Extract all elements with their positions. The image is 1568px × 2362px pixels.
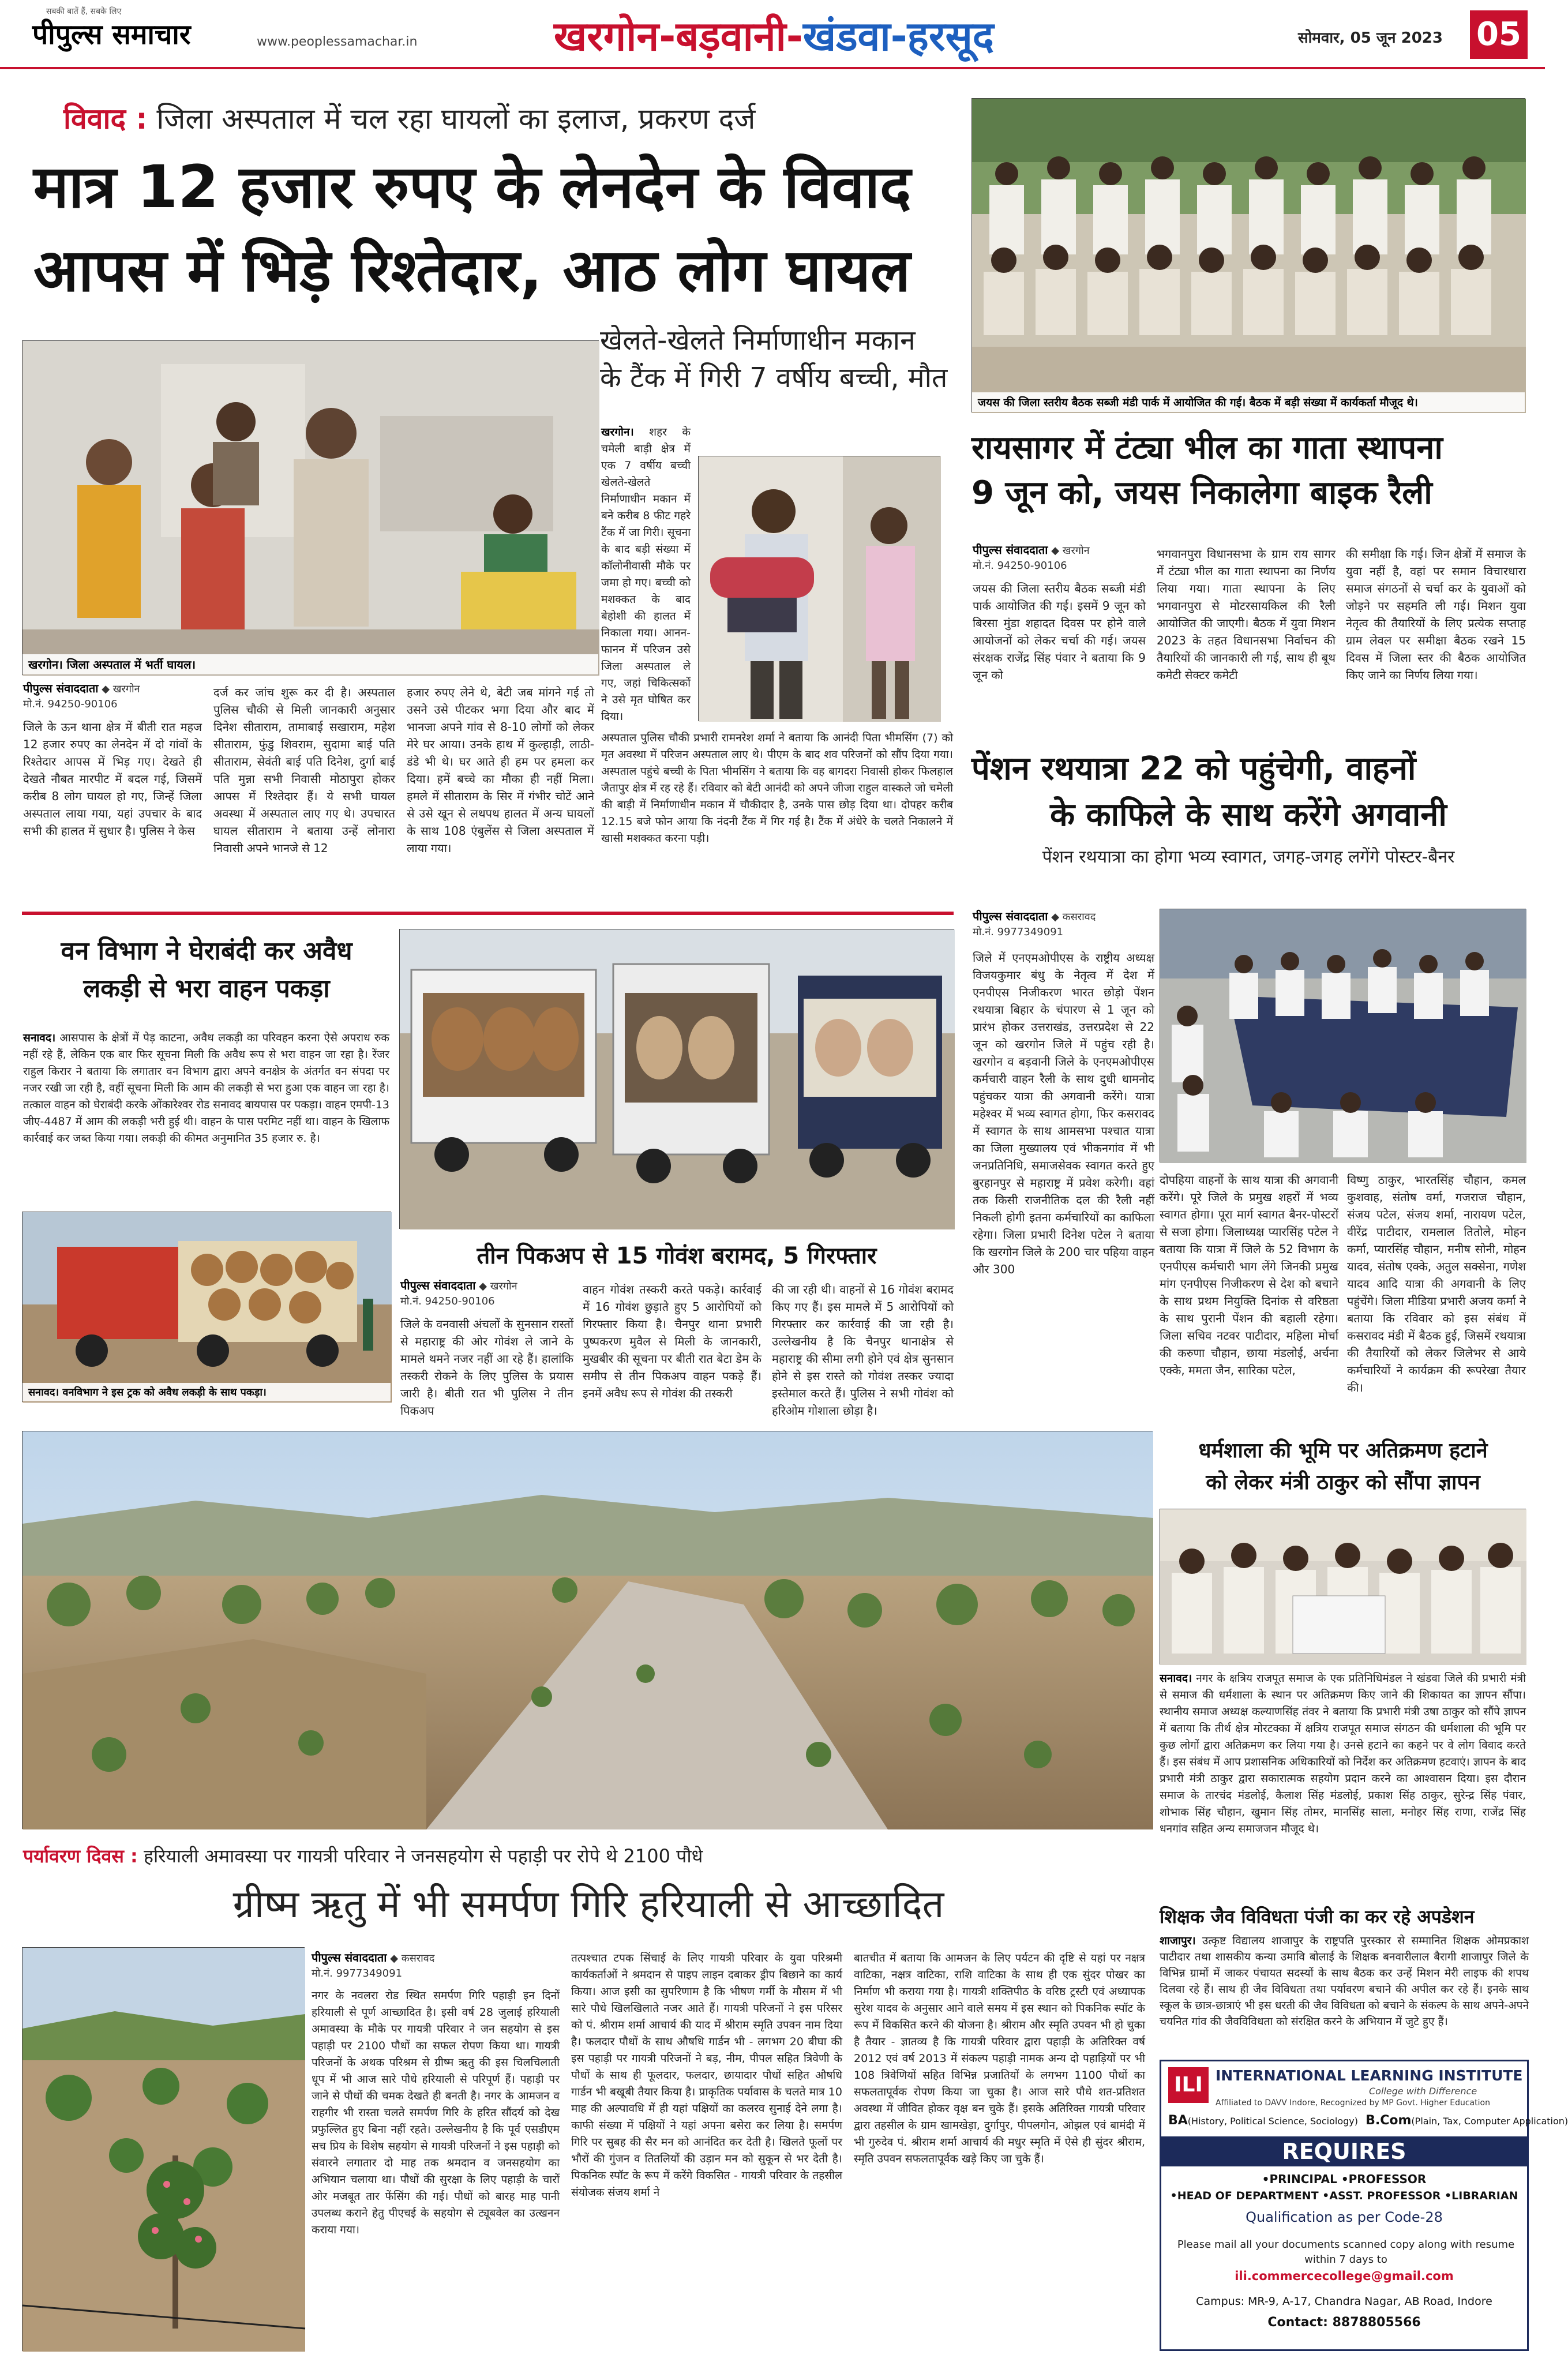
section-title-b: खंडवा-हरसूद xyxy=(802,13,994,60)
story5-lead-text: आसपास के क्षेत्रों में पेड़ काटना, अवैध लकड़ी का परिवहन करना ऐसे अपराध रुक नहीं रहे हैं, लेकिन एक बार फिर सूचना मिली कि अवैध रूप से भरा वाहन जा रहा है। रेंजर राहुल किरार ने बताया कि लगातार वन विभाग द्वारा अपने वनक्षेत्र के अंतर्गत वन संपदा पर नजर रखी जा रही है, वहीं सूचना मिली कि आम की लकड़ी से भरा हुआ एक वाहन जा रहा है। तत्काल वाहन को घेराबंदी करके ओंकारेश्वर रोड सनावद बायपास पर पकड़ा। वाहन एमपी-13 जीए-4487 में आम की लकड़ी भरी हुई थी। वाहन के पास परमिट नहीं था। वाहन के खिलाफ कार्रवाई कर जब्त किया गया। लकड़ी की कीमत अनुमानित 35 हजार रु. है। xyxy=(23,1032,389,1145)
ili-affiliation: Affiliated to DAVV Indore, Recognized by MP Govt. Higher Education xyxy=(1216,2098,1490,2108)
story3-byline-place: खरगोन xyxy=(1062,545,1090,557)
story2-photo-illustration xyxy=(699,456,941,722)
story8-byline-phone: मो.नं. 9977349091 xyxy=(312,1967,403,1979)
story1-headline-2: आपस में भिड़े रिश्तेदार, आठ लोग घायल xyxy=(33,237,911,305)
story9-lead-text: उत्कृष्ट विद्यालय शाजापुर के राष्ट्रपति पुरस्कार से सम्मानित शिक्षक ओमप्रकाश पाटीदार तथा शासकीय कन्या उमावि बोलाई के शिक्षक बनवारीलाल बैरागी शाजापुर जिले के विभिन्न ग्रामों में जाकर पंचायत सदस्यों के साथ बैठक कर उन्हें मिशन मेरी लाइफ की शपथ दिलवा रहे हैं। साथ ही जैव विविधता तथा पर्यावरण बचाने की अपील कर रहे हैं। इनके साथ स्कूल के छात्र-छात्राएं भी इस धरती की जैव विविधता को बचाने के संकल्प के साथ अपने-अपने चयनित गांव की जैवविविधता को संरक्षित करने के अभियान में जुटे हुए हैं। xyxy=(1160,1934,1529,2028)
story8-byline-name: पीपुल्स संवाददाता xyxy=(312,1951,387,1964)
story3-photo-illustration xyxy=(972,99,1526,413)
page-number: 05 xyxy=(1470,10,1528,59)
story2-lead-place: खरगोन। xyxy=(601,426,634,438)
story1-col2: दर्ज कर जांच शुरू कर दी है। अस्पताल पुलिस चौकी से मिली जानकारी अनुसार दिनेश सीताराम, तामाबाई सखाराम, महेश सीताराम, फुंडु शिवराम, सुदामा बाई पति सीताराम, सेवंती बाई पति दिनेश, दुर्गा बाई पति मुन्ना सभी निवासी मोठापुरा होकर आपस में रिश्तेदार हैं। ये सभी घायल अवस्था में अस्पताल लाए गए थे। उपचारत घायल सीताराम ने बताया उन्हें लोनारा निवासी अपने भानजे से 12 xyxy=(213,685,395,855)
story3-headline-2: 9 जून को, जयस निकालेगा बाइक रैली xyxy=(971,474,1432,512)
ili-name: INTERNATIONAL LEARNING INSTITUTE xyxy=(1216,2067,1523,2084)
story6-byline-phone: मो.नं. 94250-90106 xyxy=(400,1295,495,1307)
story3-headline-1: रायसागर में टंट्या भील का गाता स्थापना xyxy=(971,429,1443,467)
section-title-a: खरगोन-बड़वानी- xyxy=(554,13,803,60)
section-divider xyxy=(22,912,954,915)
issue-date: सोमवार, 05 जून 2023 xyxy=(1298,29,1443,47)
brand-logo: पीपुल्स समाचार xyxy=(32,18,191,51)
ili-courses xyxy=(1168,2113,1568,2128)
story1-photo-illustration xyxy=(22,341,599,676)
story8-photo-illustration xyxy=(22,1948,305,2352)
masthead-url: www.peoplessamachar.in xyxy=(257,35,418,49)
story7-photo xyxy=(1160,1509,1526,1664)
landscape-photo-illustration xyxy=(22,1431,1153,1829)
story6-photo-illustration xyxy=(400,929,955,1229)
story1-photo-caption: खरगोन। जिला अस्पताल में भर्ती घायल। xyxy=(22,654,598,674)
story3-byline-phone: मो.नं. 94250-90106 xyxy=(973,560,1067,572)
story7-lead-text: नगर के क्षत्रिय राजपूत समाज के एक प्रतिनिधिमंडल ने खंडवा जिले की प्रभारी मंत्री से समाज की धर्मशाला के स्थान पर अतिक्रमण किए जाने की शिकायत का ज्ञापन सौंपा। स्थानीय समाज अध्यक्ष कल्याणसिंह तंवर ने बताया कि प्रभारी मंत्री उषा ठाकुर को सौंपे ज्ञापन में बताया कि तीर्थ क्षेत्र मोरटक्का में क्षत्रिय राजपूत समाज संगठन की धर्मशाला की भूमि पर कुछ लोगों द्वारा अतिक्रमण कर लिया गया है। उनसे हटाने का कहने पर वे लोग विवाद करते हैं। इस संबंध में आप प्रशासनिक अधिकारियों को निर्देश कर अतिक्रमण हटवाएं। ज्ञापन के बाद प्रभारी मंत्री ठाकुर द्वारा सकारात्मक सहयोग प्रदान करने का आश्वासन दिया। इस दौरान समाज के तारचंद मंडलोई, कैलाश सिंह मंडलोई, प्रकाश सिंह ठाकुर, सुरेन्द्र सिंह पंवार, शोभाक सिंह चौहान, खुमान सिंह तोमर, मानसिंह साला, मनोहर सिंह राणा, राजेंद्र सिंह धनगांव सहित अन्य समाजजन मौजूद थे। xyxy=(1160,1672,1526,1835)
ili-advertisement xyxy=(1160,2060,1568,2351)
story1-byline: पीपुल्स संवाददाता ◆ खरगोन मो.नं. 94250-90106 xyxy=(23,681,202,712)
story5-headline-1: वन विभाग ने घेराबंदी कर अवैध xyxy=(61,936,352,966)
story7-lead-place: सनावद। xyxy=(1160,1672,1192,1685)
story9-lead xyxy=(1160,1933,1529,2048)
story3-photo xyxy=(971,98,1525,413)
masthead-tagline: सबकी बातें हैं, सबके लिए xyxy=(46,7,122,16)
story8-col2: तत्पश्चात टपक सिंचाई के लिए गायत्री परिवार के युवा परिश्रमी कार्यकर्ताओं ने श्रमदान से पाइप लाइन दबाकर ड्रीप बिछाने का कार्य किया। आज इसी का सुपरिणाम है कि भीषण गर्मी के मौसम में भी सारे पौधे खिलखिलाते नजर आते हैं। गायत्री परिजनों ने इस परिसर को पं. श्रीराम शर्मा आचार्य की याद में श्रीराम स्मृति उपवन नाम दिया है। फलदार पौधों के साथ औषधि गार्डन भी - लगभग 20 बीघा की इस पहाड़ी पर गायत्री परिजनों ने बड़, नीम, पीपल सहित त्रिवेणी के पौधों के साथ ही फूलदार, फलदार, छायादार पौधों सहित औषधि गार्डन भी बखूबी तैयार किया है। प्राकृतिक पर्यावास के चलते मात्र 10 माह की अल्पावधि में ही यहां पक्षियों का कलरव सुनाई देने लगा है। काफी संख्या में पक्षियों ने यहां अपना बसेरा कर लिया है। समर्पण गिरि पर सुबह की सैर मन को आनंदित कर देती है। खिलते फूलों पर भौरों की गुंजन व तितलियों की उड़ान मन को सुकून से भर देती है। पिकनिक स्पॉट के रूप में करेंगे विकसित - गायत्री परिवार के तहसील संयोजक संजय शर्मा ने xyxy=(571,1952,842,2199)
story1-kicker-text: जिला अस्पताल में चल रहा घायलों का इलाज, प्रकरण दर्ज xyxy=(156,102,756,136)
masthead xyxy=(0,0,1545,69)
story8-byline: पीपुल्स संवाददाता ◆ कसरावद मो.नं. 9977349091 xyxy=(312,1950,560,1981)
story5-photo-illustration xyxy=(22,1212,392,1403)
story6-col1: जिले के वनवासी अंचलों के सुनसान रास्तों से महाराष्ट्र की ओर गोवंश ले जाने के मामले थमने नजर नहीं आ रहे हैं। हालांकि तस्करी रोकने के लिए पुलिस के प्रयास जारी है। बीती रात भी पुलिस ने तीन पिकअप xyxy=(400,1317,573,1418)
story6-byline: पीपुल्स संवाददाता ◆ खरगोन मो.नं. 94250-90106 xyxy=(400,1278,573,1309)
story5-photo xyxy=(22,1212,391,1402)
story2-headline-2: के टैंक में गिरी 7 वर्षीय बच्ची, मौत xyxy=(600,362,948,394)
ili-roles-1: •PRINCIPAL •PROFESSOR xyxy=(1262,2172,1427,2186)
story4-byline-name: पीपुल्स संवाददाता xyxy=(973,909,1048,923)
story8-headline: ग्रीष्म ऋतु में भी समर्पण गिरि हरियाली से आच्छादित xyxy=(232,1882,944,1926)
story2-body: अस्पताल पुलिस चौकी प्रभारी रामनरेश शर्मा ने बताया कि आनंदी पिता भीमसिंग (7) को मृत अवस्था में परिजन अस्पताल लाए थे। पीएम के बाद शव परिजनों को सौंप दिया गया। अस्पताल पहुंचे बच्ची के पिता भीमसिंग ने बताया कि वह बागदरा निवासी होकर फिलहाल जैतापुर क्षेत्र में रह रहे हैं। रविवार को बेटी आनंदी को अपने जीजा राहुल वास्कले जो चमेली की बाड़ी में निर्माणाधीन मकान में चौकीदार है, उनके पास छोड़ दिया था। दोपहर करीब 12.15 बजे फोन आया कि नंदनी टैंक में गिर गई है। टैंक में अंधेरे के चलते निकालने में खासी मशक्कत करना पड़ी। xyxy=(601,732,953,845)
story7-headline-2: को लेकर मंत्री ठाकुर को सौंपा ज्ञापन xyxy=(1206,1471,1480,1494)
story8-photo xyxy=(22,1947,305,2351)
story3-col1: जयस की जिला स्तरीय बैठक सब्जी मंडी पार्क आयोजित की गई। इसमें 9 जून को बिरसा मुंडा शहादत दिवस पर होने वाले आयोजनों को लेकर चर्चा की गई। जयस संरक्षक राजेंद्र सिंह पंवार ने बताया कि 9 जून को xyxy=(973,582,1146,682)
story4-col3: विष्णु ठाकुर, भारतसिंह चौहान, कमल कुशवाह, संतोष वर्मा, गजराज चौहान, संजय पटेल, संजय शर्मा, नारायण पटेल, वीरेंद्र पाटीदार, रामलाल तितोले, मोहन कर्मा, प्यारसिंह चौहान, मनीष सोनी, मोहन यादव, संतोष एक्के, अतुल सक्सेना, गणेश यादव आदि यात्रा की अगवानी के लिए पहुंचेंगे। जिला मीडिया प्रभारी अजय कर्मा ने बताया कि रविवार को इस संबंध में कसरावद मंडी में बैठक हुई, जिसमें रथयात्रा की तैयारियों को लेकर जिलेभर से आये कर्मचारियों ने कार्यक्रम की रूपरेखा तैयार की। xyxy=(1347,1173,1526,1394)
story9-lead-place: शाजापुर। xyxy=(1160,1934,1196,1947)
ili-course-bcom-note: (Plain, Tax, Computer Application) xyxy=(1411,2116,1568,2127)
story4-photo-illustration xyxy=(1160,909,1526,1163)
ili-campus: Campus: MR-9, A-17, Chandra Nagar, AB Road, Indore xyxy=(1196,2295,1492,2308)
story6-byline-name: पीपुल्स संवाददाता xyxy=(400,1279,476,1292)
story5-lead-place: सनावद। xyxy=(23,1032,56,1044)
story3-photo-caption: जयस की जिला स्तरीय बैठक सब्जी मंडी पार्क में आयोजित की गई। बैठक में बड़ी संख्या में कार्यकर्ता मौजूद थे। xyxy=(972,392,1525,412)
ili-mail-line: Please mail all your documents scanned copy along with resume within 7 days to xyxy=(1177,2239,1515,2266)
story4-headline-1: पेंशन रथयात्रा 22 को पहुंचेगी, वाहनों xyxy=(971,750,1416,788)
story1-col3: हजार रुपए लेने थे, बेटी जब मांगने गई तो उसने उसे पीटकर भगा दिया और बाद में भानजा अपने गांव से 8-10 लोगों को लेकर मेरे घर आया। उनके हाथ में कुल्हाड़ी, लाठी-डंडे भी थे। घर आते ही हम पर हमला कर दिया। हमें बच्चे का मौका ही नहीं मिला। हमले में सीताराम के सिर में गंभीर चोटें आने से उसे खून से लथपथ हालत में अन्य घायलों के साथ 108 एंबुलेंस से जिला अस्पताल में लाया गया। xyxy=(407,685,594,855)
ili-qualification: Qualification as per Code-28 xyxy=(1246,2209,1443,2225)
landscape-photo xyxy=(22,1431,1153,1829)
ili-logo: ILI xyxy=(1168,2067,1209,2103)
story4-byline-place: कसरावद xyxy=(1062,911,1096,923)
story1-byline-phone: मो.नं. 94250-90106 xyxy=(23,698,118,710)
story1-byline-place: खरगोन xyxy=(112,683,140,695)
story8-kicker-text: हरियाली अमावस्या पर गायत्री परिवार ने जनसहयोग से पहाड़ी पर रोपे थे 2100 पौधे xyxy=(144,1845,703,1867)
ili-email: ili.commercecollege@gmail.com xyxy=(1235,2269,1454,2283)
story1-col1: जिले के ऊन थाना क्षेत्र में बीती रात महज 12 हजार रुपए का लेनदेन में दो गांवों के रिश्तेदार आपस में भिड़ गए। देखते ही देखते नौबत मारपीट में बदल गई, जिसमें करीब 8 लोग घायल हो गए, जिन्हें जिला अस्पताल लाया गया, यहां उपचार के बाद सभी की हालत में सुधार है। पुलिस ने केस xyxy=(23,720,202,838)
story1-kicker xyxy=(63,98,755,137)
ili-roles-2: •HEAD OF DEPARTMENT •ASST. PROFESSOR •LIBRARIAN xyxy=(1170,2189,1518,2202)
ili-course-ba-note: (History, Political Science, Sociology) xyxy=(1187,2116,1359,2127)
story8-kicker-label: पर्यावरण दिवस : xyxy=(23,1845,138,1867)
story2-photo xyxy=(698,456,940,721)
story6-byline-place: खरगोन xyxy=(490,1280,517,1292)
story1-photo xyxy=(22,340,599,675)
story6-col3: की जा रही थी। वाहनों से 16 गोवंश बरामद किए गए हैं। इस मामले में 5 आरोपियों को गिरफ्तार कर कार्रवाई की जा रही है। उल्लेखनीय है कि चैनपुर थानाक्षेत्र से महाराष्ट्र की सीमा लगी होने एवं क्षेत्र सुनसान होने से इस रास्ते को गोवंश तस्कर ज्यादा इस्तेमाल करते हैं। पुलिस ने सभी गोवंश को हरिओम गोशाला छोड़ा है। xyxy=(772,1283,954,1418)
story2-lead xyxy=(601,424,691,724)
story5-photo-caption: सनावद। वनविभाग ने इस ट्रक को अवैध लकड़ी के साथ पकड़ा। xyxy=(22,1383,391,1401)
ili-requires-banner: REQUIRES xyxy=(1161,2136,1527,2166)
story8-byline-place: कसरावद xyxy=(401,1952,435,1964)
ili-course-ba: BA xyxy=(1168,2113,1188,2128)
story4-col2: दोपहिया वाहनों के साथ यात्रा की अगवानी करेंगे। पूरे जिले के प्रमुख शहरों में भव्य स्वागत होगा। पूरा मार्ग स्वागत बैनर-पोस्टरों से सजा होगा। जिलाध्यक्ष प्यारसिंह पटेल ने बताया कि यात्रा में जिले के 52 विभाग के एनपीएस कर्मचारी भाग लेंगे जिनकी प्रमुख मांग एनपीएस निजीकरण से देश को बचाने के साथ प्रथम नियुक्ति दिनांक से वरिष्ठता के साथ पुरानी पेंशन की बहाली रहेगा। जिला सचिव नटवर पाटीदार, महिला मोर्चा की करुणा चौहान, छाया मंडलोई, अर्चना एक्के, ममता जैन, सारिका पटेल, xyxy=(1160,1173,1338,1377)
story5-headline-2: लकड़ी से भरा वाहन पकड़ा xyxy=(83,974,330,1003)
story3-col3: की समीक्षा कि गई। जिन क्षेत्रों में समाज के युवा नहीं है, वहां पर समान विचारधारा समाज संगठनों से चर्चा कर के युवाओं को जोड़ने पर सहमति ली गई। मिशन युवा नेतृत्व की तैयारियों के लिए प्रत्येक सप्ताह ग्राम लेवल पर समीक्षा बैठक रखने 15 दिवस में जिला स्तर की बैठक आयोजित किए जाने का निर्णय लिया गया। xyxy=(1346,547,1526,682)
story8-kicker xyxy=(23,1843,1154,1868)
story4-photo xyxy=(1160,909,1526,1163)
story3-col2: भगवानपुरा विधानसभा के ग्राम राय सागर में टंट्या भील का गाता स्थापना का निर्णय लिया गया। गाता स्थापना के लिए भगवानपुरा से मोटरसायकिल की रैली आयोजित की जाएगी। बैठक में युवा मिशन 2023 के तहत विधानसभा निर्वाचन की तैयारियों की जानकारी ली गई, साथ ही बूथ कमेटी सेक्टर कमेटी xyxy=(1157,547,1336,682)
ili-course-bcom: B.Com xyxy=(1366,2113,1412,2128)
ili-contact: Contact: 8878805566 xyxy=(1267,2315,1421,2330)
story2-lead-text: शहर के चमेली बाड़ी क्षेत्र में एक 7 वर्षीय बच्ची खेलते-खेलते निर्माणाधीन मकान में बने करीब 8 फीट गहरे टैंक में जा गिरी। सूचना के बाद बड़ी संख्या में कॉलोनीवासी मौके पर जमा हो गए। बच्ची को मशक्कत के बाद बेहोशी की हालत में निकाला गया। आनन-फानन में परिजन उसे जिला अस्पताल ले गए, जहां चिकित्सकों ने उसे मृत घोषित कर दिया। xyxy=(601,426,691,723)
story6-photo xyxy=(399,929,954,1229)
ili-tagline: College with Difference xyxy=(1369,2086,1477,2097)
section-title xyxy=(554,13,994,60)
story7-photo-illustration xyxy=(1160,1509,1526,1665)
story5-lead xyxy=(23,1030,389,1197)
story7-headline-1: धर्मशाला की भूमि पर अतिक्रमण हटाने xyxy=(1198,1439,1488,1463)
story4-subhead: पेंशन रथयात्रा का होगा भव्य स्वागत, जगह-जगह लगेंगे पोस्टर-बैनर xyxy=(1042,847,1455,867)
story7-lead xyxy=(1160,1670,1526,1895)
story1-headline-1: मात्र 12 हजार रुपए के लेनदेन के विवाद xyxy=(33,153,911,222)
story6-col2: वाहन गोवंश तस्करी करते पकड़े। कार्रवाई में 16 गोवंश छुड़ाते हुए 5 आरोपियों को गिरफ्तार किया है। चैनपुर थाना प्रभारी पुष्पकरण मुवैल से मिली के जानकारी, मुखबीर की सूचना पर बीती रात बेटा डेम के समीप से तीन पिकअप वाहन पकड़े हैं। इनमें अवैध रूप से गोवंश की तस्करी xyxy=(583,1283,762,1400)
story1-kicker-label: विवाद : xyxy=(63,102,148,136)
story8-col3: बातचीत में बताया कि आमजन के लिए पर्यटन की दृष्टि से यहां पर नक्षत्र वाटिका, नक्षत्र वाटिका, राशि वाटिका के साथ ही एक सुंदर पोखर का निर्माण भी कराया गया है। गायत्री शक्तिपीठ के वरिष्ठ ट्रस्टी एवं अध्यापक सुरेश यादव के अनुसार आने वाले समय में इस स्थान को पिकनिक स्पॉट के रूप में विकसित करने की योजना है। श्रीराम और स्मृति उपवन भी हो चुका है तैयार - ज्ञातव्य है कि गायत्री परिवार द्वारा पहाड़ी के अतिरिक्त वर्ष 2012 एवं वर्ष 2013 में संकल्प पहाड़ी नामक अन्य दो पहाड़ियों पर भी 108 त्रिवेणियों सहित विभिन्न प्रजातियों के लगभग 1100 पौधों का सफलतापूर्वक रोपण किया जा चुका है। आज सारे पौधे शत-प्रतिशत अवस्था में जीवित होकर वृक्ष बन चुके हैं। इसके अतिरिक्त गायत्री परिवार द्वारा तहसील के ग्राम खामखेड़ा, दुर्गापुर, पीपलगोन, ओझल एवं बामंदी में भी गुरुदेव पं. श्रीराम शर्मा आचार्य की मधुर स्मृति में ऐसे ही सुंदर श्रीराम, स्मृति उपवन सफलतापूर्वक खड़े किए जा चुके हैं। xyxy=(854,1952,1145,2165)
story8-col1: नगर के नवलरा रोड स्थित समर्पण गिरि पहाड़ी इन दिनों हरियाली से पूर्ण आच्छादित है। इसी वर्ष 28 जुलाई हरियाली अमावस्या के मौके पर गायत्री परिवार ने जन सहयोग से इस पहाड़ी पर 2100 पौधों का सफल रोपण किया था। गायत्री परिजनों के अथक परिश्रम से ग्रीष्म ऋतु की इस चिलचिलाती धूप में भी आज सारे पौधे हरियाली से परिपूर्ण हैं। पहाड़ी पर जाने से पौधों की चमक देखते ही बनती है। नगर के आमजन व राहगीर भी रास्ता चलते समर्पण गिरि के हरित सौंदर्य को देख प्रफुल्लित हुए बिना नहीं रहते। उल्लेखनीय है कि पूर्व एसडीएम सच प्रिय के विशेष सहयोग से गायत्री परिजनों ने इस पहाड़ी को संवारने लगातार दो माह तक श्रमदान व जनसहयोग का अभियान चलाया था। पौधों की सुरक्षा के लिए पहाड़ी के चारों ओर मजबूत तार फेंसिंग की गई। पौधों को बारह माह पानी उपलब्ध कराने हेतु पीएचई के सहयोग से ट्यूबवेल का उत्खनन कराया गया। xyxy=(312,1989,560,2236)
story2-headline-1: खेलते-खेलते निर्माणाधीन मकान xyxy=(600,324,916,357)
story1-byline-name: पीपुल्स संवाददाता xyxy=(23,681,99,695)
story4-byline-phone: मो.नं. 9977349091 xyxy=(973,926,1064,938)
story4-headline-2: के काफिले के साथ करेंगे अगवानी xyxy=(1050,796,1447,834)
story6-headline: तीन पिकअप से 15 गोवंश बरामद, 5 गिरफ्तार xyxy=(477,1243,877,1269)
story4-col1: जिले में एनएमओपीएस के राष्ट्रीय अध्यक्ष विजयकुमार बंधु के नेतृत्व में देश में एनपीएस निजीकरण भारत छोड़ो पेंशन रथयात्रा बिहार के चंपारण से 1 जून को प्रारंभ होकर उत्तराखंड, उत्तरप्रदेश से 22 जून को खरगोन जिले में पहुंच रही है। खरगोन व बड़वानी जिले के एनएमओपीएस कर्मचारी वाहन रैली के साथ दुधी धामनोद पहुंचकर यात्रा की अगवानी करेंगे। यात्रा महेश्वर में भव्य स्वागत होगा, फिर कसरावद में स्वागत के साथ आमसभा पश्चात यात्रा का जिला मुख्यालय एवं भीकनगांव में भी जनप्रतिनिधि, समाजसेवक स्वागत करते हुए बुरहानपुर से महाराष्ट्र में प्रवेश करेगी। वहां तक किसी राजनीतिक दल की रैली नहीं निकली होगी इतना कर्मचारियों का काफिला रहेगा। जिला प्रभारी दिनेश पटेल ने बताया कि खरगोन जिले के 200 चार पहिया वाहन और 300 xyxy=(973,951,1154,1276)
story3-byline-name: पीपुल्स संवाददाता xyxy=(973,543,1048,557)
story3-byline: पीपुल्स संवाददाता ◆ खरगोन मो.नं. 94250-90106 xyxy=(973,542,1146,573)
story9-headline: शिक्षक जैव विविधता पंजी का कर रहे अपडेशन xyxy=(1160,1906,1475,1928)
story4-byline: पीपुल्स संवाददाता ◆ कसरावद मो.नं. 9977349091 xyxy=(973,909,1151,940)
